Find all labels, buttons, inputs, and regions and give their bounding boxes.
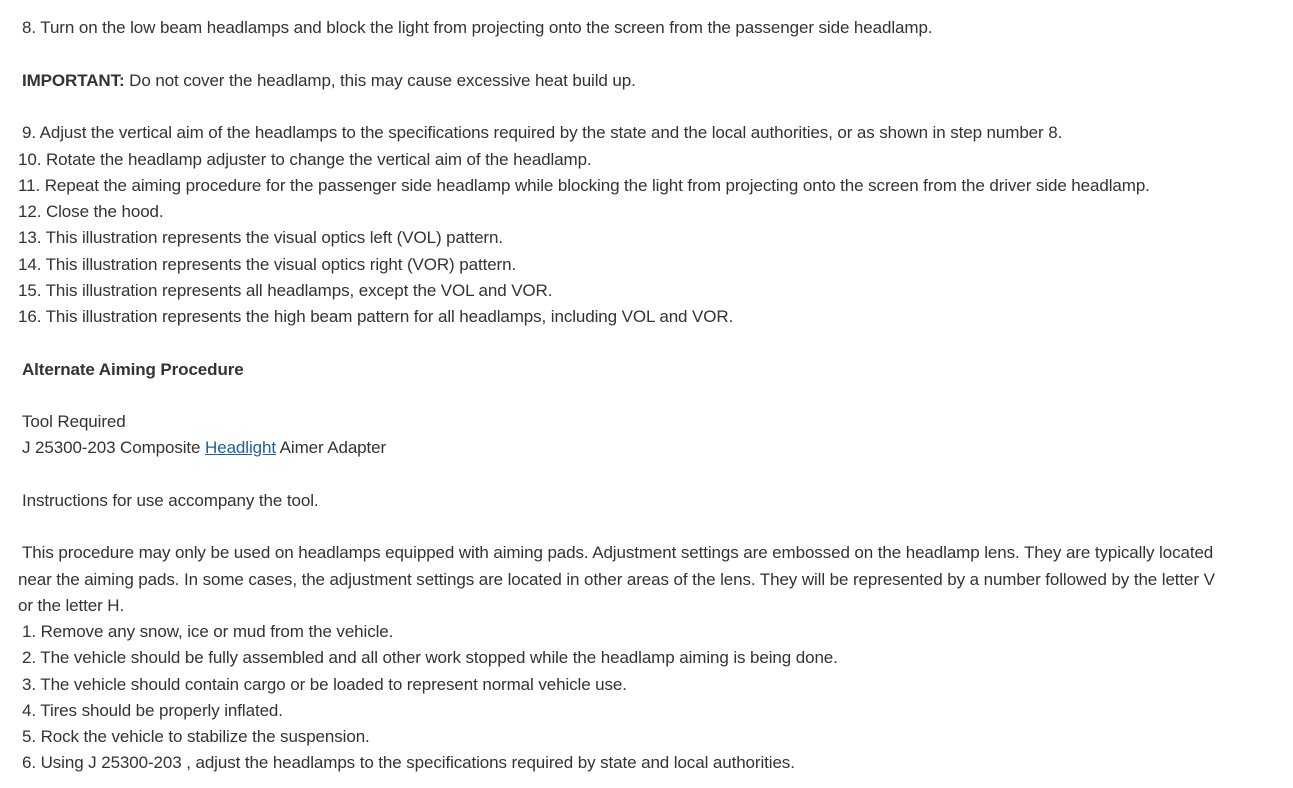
- step-16: 16. This illustration represents the high beam pattern for all headlamps, including VOL and VOR.: [18, 307, 734, 326]
- alt-step-4: 4. Tires should be properly inflated.: [22, 701, 283, 720]
- alt-step-2: 2. The vehicle should be fully assembled and all other work stopped while the headlamp aiming is being done.: [22, 648, 838, 667]
- procedure-paragraph-line-3: or the letter H.: [18, 596, 125, 615]
- important-text: Do not cover the headlamp, this may cause excessive heat build up.: [124, 71, 636, 90]
- step-11: 11. Repeat the aiming procedure for the passenger side headlamp while blocking the light from projecting onto the screen from the driver side headlamp.: [18, 176, 1150, 195]
- headlight-link[interactable]: Headlight: [205, 438, 276, 457]
- step-10: 10. Rotate the headlamp adjuster to change the vertical aim of the headlamp.: [18, 150, 592, 169]
- step-12: 12. Close the hood.: [18, 202, 164, 221]
- alt-step-3: 3. The vehicle should contain cargo or be loaded to represent normal vehicle use.: [22, 675, 627, 694]
- alt-step-1: 1. Remove any snow, ice or mud from the vehicle.: [22, 622, 394, 641]
- tool-line: [22, 438, 386, 458]
- procedure-paragraph-line-2: near the aiming pads. In some cases, the adjustment settings are located in other areas of the lens. They will be represented by a number followed by the letter V: [18, 570, 1215, 589]
- step-9: 9. Adjust the vertical aim of the headlamps to the specifications required by the state and the local authorities, or as shown in step number 8.: [22, 123, 1063, 142]
- step-8: 8. Turn on the low beam headlamps and block the light from projecting onto the screen from the passenger side headlamp.: [22, 18, 933, 37]
- important-label: IMPORTANT:: [22, 71, 125, 90]
- alt-step-6: 6. Using J 25300-203 , adjust the headlamps to the specifications required by state and local authorities.: [22, 753, 795, 772]
- tool-required-label: Tool Required: [22, 412, 126, 431]
- tool-prefix: J 25300-203 Composite: [22, 438, 206, 457]
- step-13: 13. This illustration represents the visual optics left (VOL) pattern.: [18, 228, 503, 247]
- instructions-note: Instructions for use accompany the tool.: [22, 491, 319, 510]
- important-note: [22, 71, 636, 91]
- step-14: 14. This illustration represents the visual optics right (VOR) pattern.: [18, 255, 517, 274]
- tool-suffix: Aimer Adapter: [275, 438, 387, 457]
- section-heading: Alternate Aiming Procedure: [22, 360, 244, 379]
- procedure-paragraph-line-1: This procedure may only be used on headlamps equipped with aiming pads. Adjustment settings are embossed on the headlamp lens. They are typically located: [22, 543, 1214, 562]
- alt-step-5: 5. Rock the vehicle to stabilize the suspension.: [22, 727, 370, 746]
- step-15: 15. This illustration represents all headlamps, except the VOL and VOR.: [18, 281, 553, 300]
